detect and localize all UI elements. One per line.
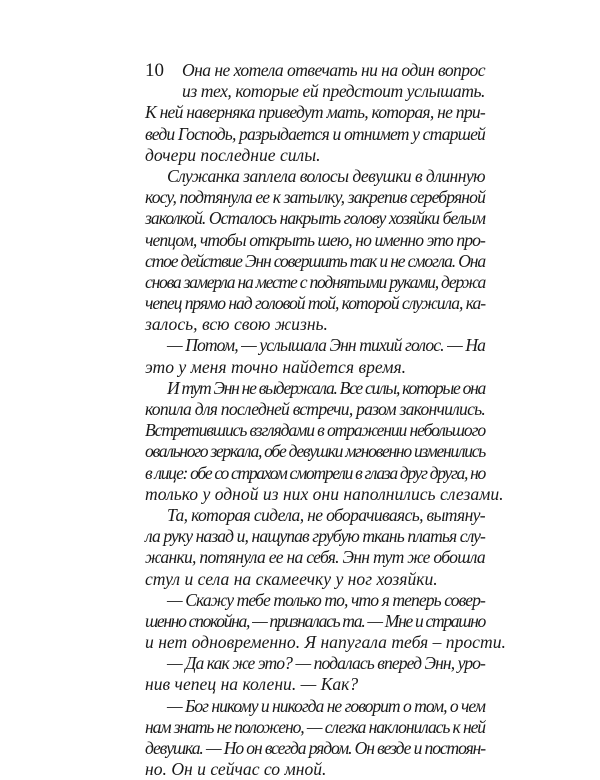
- text-line-2: из тех, которые ей предстоит услышать.: [182, 81, 485, 102]
- text-line-8: заколкой. Осталось накрыть голову хозяйки белым: [145, 208, 485, 229]
- text-line-32: нам знать не положено, — слегка наклонилась к ней: [145, 716, 485, 737]
- text-line-22: Та, которая сидела, не оборачиваясь, вытяну-: [167, 504, 485, 525]
- text-line-29: — Да как же это? — подалась вперед Энн, уро-: [167, 653, 485, 674]
- text-line-13: залось, всю свою жизнь.: [145, 314, 328, 335]
- body-text: [145, 60, 506, 780]
- text-line-27: шенно спокойна, — призналась та. — Мне и страшно: [145, 610, 485, 631]
- text-line-11: снова замерла на месте с поднятыми руками, держа: [145, 271, 485, 292]
- text-line-30: нив чепец на колени. — Как?: [145, 674, 359, 695]
- text-line-25: стул и села на скамеечку у ног хозяйки.: [145, 568, 438, 589]
- text-line-5: дочери последние силы.: [145, 144, 321, 165]
- text-line-33: девушка. — Но он всегда рядом. Он везде и постоян-: [145, 738, 485, 758]
- text-line-9: чепцом, чтобы открыть шею, но именно это про-: [145, 229, 485, 250]
- text-line-4: веди Господь, разрыдается и отнимет у старшей: [145, 123, 485, 144]
- text-line-7: косу, подтянула ее к затылку, закрепив серебряной: [145, 187, 485, 208]
- text-line-10: стое действие Энн совершить так и не смогла. Она: [145, 250, 485, 271]
- text-line-31: — Бог никому и никогда не говорит о том, о чем: [167, 695, 485, 716]
- text-line-34: но. Он и сейчас со мной.: [145, 759, 327, 780]
- text-line-17: копила для последней встречи, разом закончились.: [145, 399, 485, 419]
- text-line-18: Встретившись взглядами в отражении небольшого: [145, 420, 485, 441]
- text-line-23: ла руку назад и, нащупав грубую ткань платья слу-: [145, 526, 486, 547]
- text-line-3: К ней наверняка приведут мать, которая, не при-: [145, 102, 485, 123]
- text-line-6: Служанка заплела волосы девушки в длинную: [167, 165, 485, 186]
- text-line-28: и нет одновременно. Я напугала тебя – прости.: [145, 632, 506, 653]
- text-line-12: чепец прямо над головой той, которой служила, ка-: [145, 293, 485, 314]
- text-line-24: жанки, потянула ее на себя. Энн тут же обошла: [145, 547, 485, 568]
- text-line-1: Она не хотела отвечать ни на один вопрос: [182, 60, 485, 80]
- text-line-16: И тут Энн не выдержала. Все силы, которые она: [167, 377, 485, 398]
- text-line-14: — Потом, — услышала Энн тихий голос. — На: [167, 335, 485, 356]
- text-line-15: это у меня точно найдется время.: [145, 356, 407, 377]
- page-number: 10: [145, 60, 164, 81]
- text-line-21: только у одной из них они наполнились слезами.: [145, 483, 504, 504]
- text-line-26: — Скажу тебе только то, что я теперь совер-: [167, 589, 485, 610]
- text-line-20: в лице: обе со страхом смотрели в глаза друг друга, но: [145, 462, 485, 483]
- text-line-19: овального зеркала, обе девушки мгновенно изменились: [145, 441, 485, 462]
